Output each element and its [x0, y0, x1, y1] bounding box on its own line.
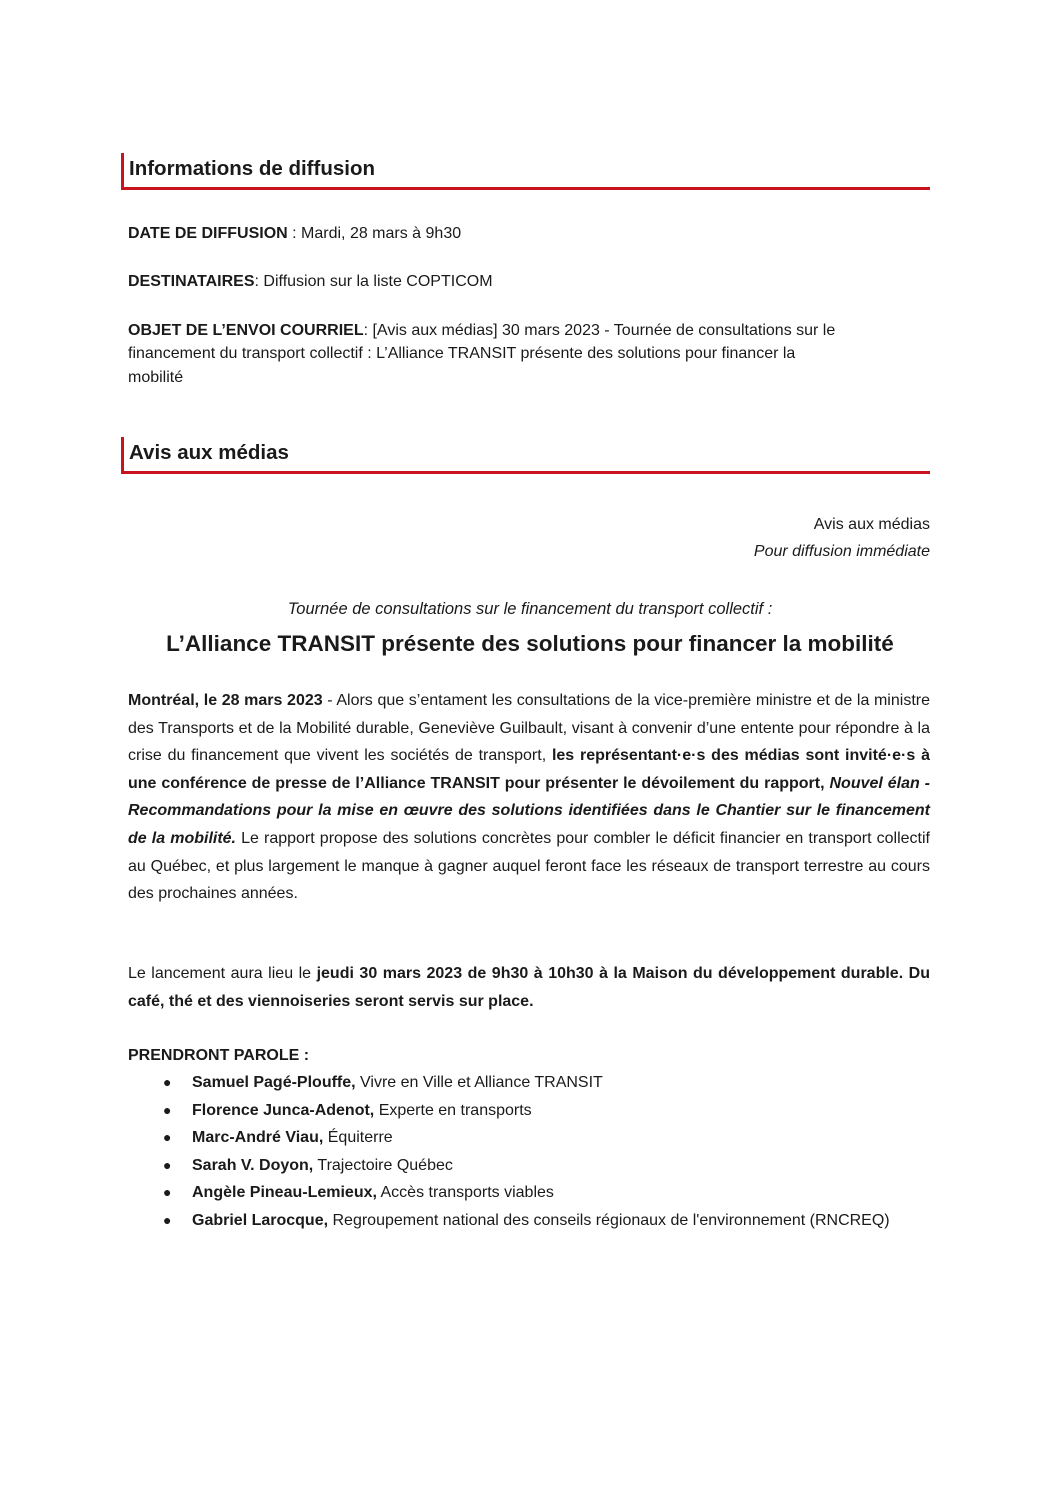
- release-p1-bold: les représentant·e·s des médias sont invité·e·s à une conférence de presse de l’Alliance TRANSIT pour présenter le dévoilement du rapport,: [128, 747, 930, 792]
- speaker-name: Gabriel Larocque,: [192, 1211, 329, 1229]
- objet-label: OBJET DE L’ENVOI COURRIEL: [128, 322, 364, 339]
- objet-line-2: [128, 342, 795, 365]
- speaker-org: Équiterre: [323, 1129, 393, 1147]
- speaker-org: Regroupement national des conseils régionaux de l'environnement (RNCREQ): [328, 1211, 890, 1229]
- bullet-icon: ●: [163, 1156, 172, 1173]
- speaker-item: [128, 1097, 930, 1125]
- speaker-name: Sarah V. Doyon,: [192, 1156, 314, 1174]
- release-subtitle: [0, 597, 1060, 621]
- bullet-icon: ●: [163, 1129, 172, 1146]
- release-diffusion-label: Pour diffusion immédiate: [753, 543, 930, 560]
- release-p2-bold: jeudi 30 mars 2023 de 9h30 à 10h30 à la Maison du développement durable. Du café, thé et des viennoiseries seront servis sur place.: [128, 965, 930, 1010]
- section-heading-informations: [121, 153, 930, 190]
- release-type-label: Avis aux médias: [813, 516, 930, 533]
- destinataires-label: DESTINATAIRES: [128, 273, 255, 290]
- speaker-org: Vivre en Ville et Alliance TRANSIT: [355, 1074, 603, 1091]
- release-headline: [0, 629, 1060, 659]
- release-headline-text: L’Alliance TRANSIT présente des solutions pour financer la mobilité: [166, 631, 894, 656]
- release-p1-text-a: - Alors que s’entament les consultations de la vice-première ministre et de la ministre des Transports et de la Mobilité durable, Geneviève Guilbault, visant à convenir d’une entente pour répondre à la crise du financement que vivent les sociétés de transport,: [128, 692, 930, 765]
- release-paragraph-2: [128, 960, 930, 1015]
- bullet-icon: ●: [163, 1184, 172, 1201]
- bullet-icon: ●: [163, 1211, 172, 1228]
- date-diffusion-value: : Mardi, 28 mars à 9h30: [287, 225, 462, 242]
- release-dateline: Montréal, le 28 mars 2023: [128, 692, 323, 709]
- speaker-item: [128, 1124, 930, 1152]
- speaker-name: Florence Junca-Adenot,: [192, 1101, 375, 1119]
- speaker-item: [128, 1152, 930, 1180]
- release-paragraph-1: [128, 687, 930, 908]
- release-subtitle-text: Tournée de consultations sur le financement du transport collectif :: [287, 600, 773, 618]
- speakers-label: [128, 1044, 309, 1067]
- objet-value-1: : [Avis aux médias] 30 mars 2023 - Tournée de consultations sur le: [363, 322, 836, 339]
- speakers-list: [128, 1069, 930, 1235]
- date-diffusion-line: [128, 222, 461, 245]
- speaker-name: Samuel Pagé-Plouffe,: [192, 1074, 356, 1091]
- release-p1-text-b: Le rapport propose des solutions concrètes pour combler le déficit financier en transport collectif au Québec, et plus largement le manque à gagner auquel feront face les réseaux de transport terrestre au cours des prochaines années.: [128, 829, 930, 903]
- destinataires-line: [128, 270, 493, 293]
- speaker-org: Accès transports viables: [376, 1184, 554, 1202]
- bullet-icon: ●: [163, 1074, 172, 1090]
- section-heading-label: Informations de diffusion: [129, 157, 375, 180]
- objet-value-3: mobilité: [128, 369, 184, 386]
- section-heading-avis: [121, 437, 930, 474]
- release-type: [814, 511, 930, 538]
- speaker-item: [128, 1179, 930, 1207]
- objet-line-3: [128, 366, 183, 389]
- release-diffusion: [754, 538, 930, 565]
- section-heading-label: Avis aux médias: [129, 441, 289, 464]
- speaker-item: [128, 1207, 930, 1235]
- objet-value-2: financement du transport collectif : L’Alliance TRANSIT présente des solutions pour financer la: [128, 345, 796, 362]
- destinataires-value: : Diffusion sur la liste COPTICOM: [254, 273, 493, 290]
- objet-line-1: [128, 319, 835, 342]
- speaker-name: Angèle Pineau-Lemieux,: [192, 1184, 377, 1202]
- date-diffusion-label: DATE DE DIFFUSION: [128, 225, 288, 242]
- speaker-name: Marc-André Viau,: [192, 1129, 324, 1147]
- bullet-icon: ●: [163, 1101, 172, 1118]
- speaker-item: [128, 1069, 930, 1097]
- speaker-org: Experte en transports: [374, 1101, 532, 1119]
- speaker-org: Trajectoire Québec: [313, 1156, 453, 1174]
- release-report-title: Nouvel élan - Recommandations pour la mise en œuvre des solutions identifiées dans le Chantier sur le financement de la mobilité.: [128, 774, 931, 847]
- release-p2-text-a: Le lancement aura lieu le: [128, 965, 317, 982]
- speakers-label-text: PRENDRONT PAROLE :: [128, 1047, 310, 1064]
